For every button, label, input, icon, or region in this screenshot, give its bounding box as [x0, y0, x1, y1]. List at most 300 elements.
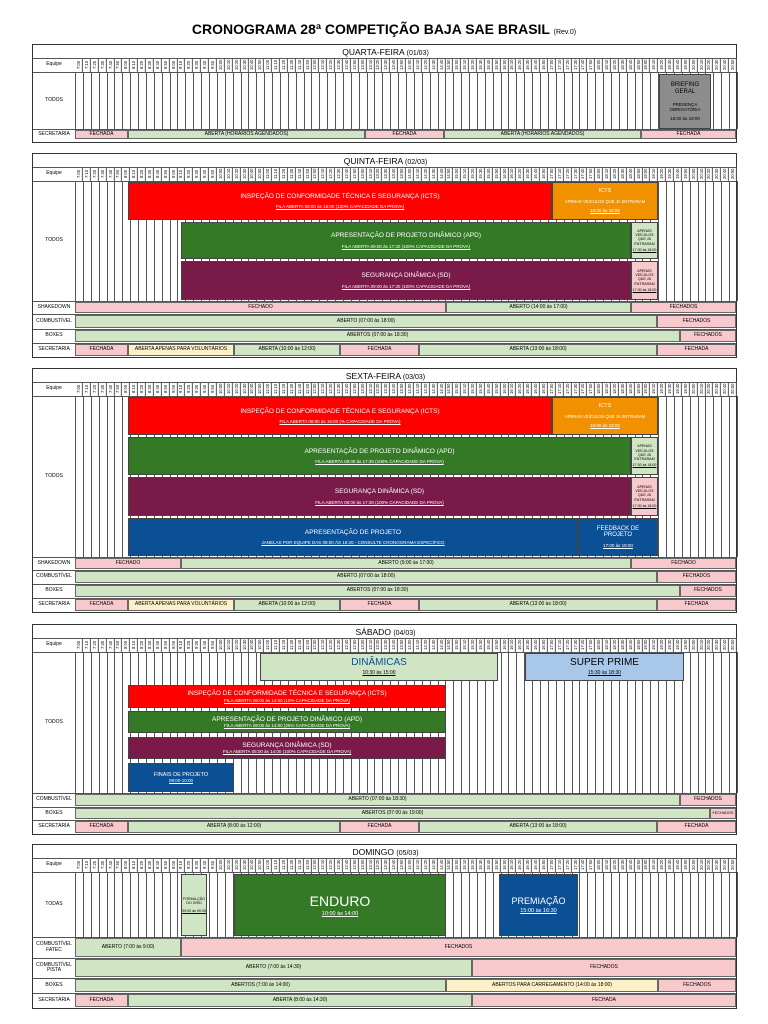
grid-line [217, 72, 218, 129]
secretaria-slot: FECHADA [340, 821, 419, 833]
time-slot-label: 17:40 [580, 859, 586, 871]
grid-line [162, 72, 163, 129]
time-slot-label: 19:40 [674, 639, 680, 651]
time-slot-label: 19:10 [651, 168, 657, 180]
grid-line [713, 652, 714, 793]
time-slot-label: 10:10 [225, 59, 231, 71]
grid-line [406, 72, 407, 129]
grid-line [201, 72, 202, 129]
secretaria-slot: FECHADA [365, 130, 444, 139]
grid-line [485, 72, 486, 129]
revision-label: (Rev.0) [553, 29, 577, 36]
grid-line [107, 652, 108, 793]
grid-line [729, 396, 730, 557]
time-slot-label: 16:20 [517, 59, 523, 71]
time-slot-label: 18:20 [611, 59, 617, 71]
time-slot-label: 18:00 [596, 383, 602, 395]
time-slot-label: 19:20 [659, 859, 665, 871]
boxes-slot: FECHADOS [658, 979, 736, 992]
grid-line [122, 872, 123, 937]
time-slot-label: 7:30 [99, 58, 107, 72]
time-slot-label: 10:00 [217, 639, 223, 651]
time-slot-label: 13:00 [359, 639, 365, 651]
grid-line [83, 872, 84, 937]
grid-line [430, 72, 431, 129]
grid-line [627, 72, 628, 129]
grid-line [91, 652, 92, 793]
grid-line [713, 72, 714, 129]
grid-line [698, 181, 699, 301]
time-slot-label: 11:40 [296, 383, 302, 395]
grid-line [737, 652, 738, 793]
grid-line [138, 72, 139, 129]
secretaria-slot: FECHADA [641, 130, 736, 139]
time-slot-label: 10:00 [217, 383, 223, 395]
grid-line [650, 72, 651, 129]
time-slot-label: 14:10 [414, 59, 420, 71]
time-slot-label: 10:40 [249, 168, 255, 180]
grid-line [99, 652, 100, 793]
time-slot-label: 8:30 [146, 858, 154, 872]
grid-line [713, 181, 714, 301]
grid-line [99, 72, 100, 129]
time-slot-label: 19:00 [643, 59, 649, 71]
time-slot-label: 7:50 [114, 638, 122, 652]
grid-line [469, 72, 470, 129]
row-label-boxes: BOXES [45, 332, 63, 339]
grid-line [721, 181, 722, 301]
time-slot-label: 7:40 [107, 858, 115, 872]
grid-line [587, 72, 588, 129]
time-slot-label: 20:00 [690, 168, 696, 180]
time-slot-label: 14:10 [414, 639, 420, 651]
time-slot-label: 11:20 [280, 859, 286, 871]
time-slot-label: 13:20 [375, 59, 381, 71]
time-slot-label: 7:30 [99, 638, 107, 652]
time-slot-label: 20:10 [698, 383, 704, 395]
grid-line [335, 72, 336, 129]
time-slot-label: 19:40 [674, 383, 680, 395]
time-slot-label: 18:10 [604, 59, 610, 71]
event-icts-late: ICTS APENAS VEÍCULOS QUE JÁ ENTRARAM 16:00 às 18:00 [552, 397, 658, 435]
grid-line [485, 872, 486, 937]
time-slot-label: 10:30 [241, 383, 247, 395]
time-slot-label: 13:30 [383, 383, 389, 395]
event-icts: INSPEÇÃO DE CONFORMIDADE TÉCNICA E SEGURANÇA (ICTS) FILA ABERTA 08:00 às 16:00 (100% CAPACIDADE DA PROVA) [128, 182, 552, 220]
time-slot-label: 19:20 [659, 383, 665, 395]
time-slot-label: 9:30 [193, 858, 201, 872]
time-slot-label: 17:40 [580, 383, 586, 395]
time-slot-label: 8:20 [138, 167, 146, 181]
secretaria-slot: FECHADA [340, 344, 419, 356]
time-slot-label: 13:50 [399, 859, 405, 871]
grid-line [516, 652, 517, 793]
time-slot-label: 17:10 [556, 639, 562, 651]
boxes-slot: ABERTOS (07:00 às 18:30) [75, 330, 680, 342]
time-slot-label: 19:00 [643, 859, 649, 871]
time-slot-label: 8:00 [122, 638, 130, 652]
time-slot-label: 13:20 [375, 639, 381, 651]
time-slot-label: 9:30 [193, 58, 201, 72]
grid-line [130, 72, 131, 129]
row-label-secretaria: SECRETARIA [38, 130, 70, 137]
time-slot-label: 11:30 [288, 168, 294, 180]
time-slot-label: 8:10 [130, 167, 138, 181]
grid-line [532, 72, 533, 129]
time-slot-label: 15:30 [477, 859, 483, 871]
time-slot-label: 15:20 [470, 859, 476, 871]
time-slot-label: 16:40 [533, 639, 539, 651]
grid-line [225, 872, 226, 937]
time-slot-label: 9:50 [209, 382, 217, 396]
event-apd-late: APENAS VEÍCULOS QUE JÁ ENTRARAM 17:30 às 18:00 [631, 437, 658, 475]
combustivel-fatec-slot: FECHADOS [181, 938, 736, 957]
time-slot-label: 8:30 [146, 58, 154, 72]
time-slot-label: 13:50 [399, 639, 405, 651]
time-slot-label: 7:00 [75, 858, 83, 872]
grid-line [75, 396, 76, 557]
time-slot-label: 20:10 [698, 168, 704, 180]
time-slot-label: 10:30 [241, 168, 247, 180]
time-slot-label: 12:10 [320, 639, 326, 651]
time-slot-label: 16:40 [533, 383, 539, 395]
time-slot-label: 19:20 [659, 168, 665, 180]
time-slot-label: 8:50 [162, 167, 170, 181]
grid-line [374, 72, 375, 129]
time-slot-label: 13:50 [399, 383, 405, 395]
time-slot-label: 15:50 [493, 59, 499, 71]
grid-line [83, 181, 84, 301]
time-slot-label: 8:40 [154, 167, 162, 181]
shakedown-slot: ABERTO (9:00 às 17:00) [181, 558, 631, 569]
grid-line [690, 872, 691, 937]
grid-line [674, 396, 675, 557]
time-slot-label: 17:50 [588, 859, 594, 871]
time-slot-label: 14:00 [407, 859, 412, 871]
time-slot-label: 8:40 [154, 638, 162, 652]
time-slot-label: 16:10 [509, 859, 515, 871]
grid-line [241, 72, 242, 129]
secretaria-slot: FECHADA [75, 994, 128, 1007]
time-slot-label: 12:20 [328, 59, 334, 71]
row-label-combustivel-pista: COMBUSTÍVEL PISTA [36, 961, 72, 973]
time-slot-label: 10:20 [233, 59, 239, 71]
time-slot-label: 14:10 [414, 383, 420, 395]
time-slot-label: 13:10 [367, 168, 373, 180]
time-slot-label: 16:30 [525, 383, 531, 395]
grid-line [453, 872, 454, 937]
time-slot-label: 9:00 [170, 382, 178, 396]
row-label-todos: TODOS [45, 96, 63, 103]
time-slot-label: 11:10 [273, 168, 279, 180]
time-slot-label: 7:20 [91, 638, 99, 652]
time-slot-label: 8:10 [130, 858, 138, 872]
time-slot-label: 8:40 [154, 58, 162, 72]
time-slot-label: 19:50 [682, 168, 688, 180]
time-slot-label: 19:50 [682, 859, 688, 871]
secretaria-slot: FECHADA [75, 130, 128, 139]
grid-line [209, 72, 210, 129]
time-slot-label: 16:10 [509, 59, 515, 71]
grid-line [642, 872, 643, 937]
day-title: SEXTA-FEIRA (03/03) [345, 371, 426, 381]
event-dinamicas: DINÂMICAS 10:30 às 15:00 [260, 653, 498, 681]
secretaria-slot: FECHADA [472, 994, 736, 1007]
grid-line [587, 872, 588, 937]
row-label-equipe: Equipe [46, 861, 62, 868]
time-slot-label: 20:20 [706, 383, 712, 395]
grid-line [705, 181, 706, 301]
time-slot-label: 7:10 [83, 167, 91, 181]
day-friday [32, 368, 737, 613]
time-slot-label: 18:40 [627, 59, 633, 71]
shakedown-slot: ABERTO (14:00 às 17:00) [446, 302, 631, 313]
row-label-secretaria: SECRETARIA [38, 601, 70, 608]
time-slot-label: 10:00 [217, 168, 223, 180]
grid-line [461, 872, 462, 937]
time-slot-label: 20:10 [698, 59, 704, 71]
grid-line [658, 872, 659, 937]
event-apd: APRESENTAÇÃO DE PROJETO DINÂMICO (APD) FILA ABERTA 09:00 às 17:30 (100% CAPACIDADE DA PROVA) [181, 222, 631, 259]
time-slot-label: 15:20 [470, 59, 476, 71]
event-premiacao: PREMIAÇÃO 15:00 às 16:30 [499, 874, 578, 936]
time-slot-label: 15:20 [470, 639, 476, 651]
event-sd: SEGURANÇA DINÂMICA (SD) FILA ABERTA 08:00 às 14:00 (100% CAPACIDADE DA PROVA) [128, 737, 446, 759]
time-slot-label: 17:30 [572, 383, 578, 395]
grid-line [721, 72, 722, 129]
time-slot-label: 15:10 [462, 639, 468, 651]
row-label-secretaria: SECRETARIA [38, 823, 70, 830]
time-slot-label: 17:10 [556, 59, 562, 71]
time-slot-label: 9:40 [201, 167, 209, 181]
time-slot-label: 18:40 [627, 859, 633, 871]
time-slot-label: 7:10 [83, 858, 91, 872]
grid-line [737, 396, 738, 557]
row-label-combustivel: COMBUSTÍVEL [36, 573, 72, 580]
time-slot-label: 17:50 [588, 639, 594, 651]
grid-line [114, 72, 115, 129]
grid-line [248, 72, 249, 129]
time-slot-label: 12:30 [336, 59, 342, 71]
time-slot-label: 14:20 [422, 859, 428, 871]
time-slot-label: 7:30 [99, 382, 107, 396]
time-slot-label: 15:00 [454, 59, 460, 71]
time-slot-label: 19:30 [667, 639, 673, 651]
page-title: CRONOGRAMA 28ª COMPETIÇÃO BAJA SAE BRASIL (Rev.0) [191, 21, 577, 37]
row-label-combustivel-fatec: COMBUSTÍVEL FATEC [36, 941, 72, 953]
time-slot-label: 11:10 [273, 383, 279, 395]
time-slot-label: 17:30 [572, 168, 578, 180]
time-slot-label: 20:20 [706, 59, 712, 71]
secretaria-slot: ABERTA (HORÁRIOS AGENDADOS) [444, 130, 641, 139]
time-slot-label: 12:50 [351, 168, 357, 180]
time-slot-label: 11:30 [288, 383, 294, 395]
time-slot-label: 7:20 [91, 58, 99, 72]
time-slot-label: 7:40 [107, 58, 115, 72]
time-slot-label: 8:20 [138, 58, 146, 72]
time-slot-label: 12:10 [320, 859, 326, 871]
event-formacao-grid: FORMA-ÇÃO DO GRID 09:00 às 09:30 [181, 874, 207, 936]
time-slot-label: 12:00 [312, 59, 318, 71]
time-slot-label: 11:30 [288, 859, 294, 871]
time-slot-label: 9:40 [201, 858, 209, 872]
row-label-todos: TODOS [45, 237, 63, 244]
time-slot-label: 12:40 [343, 168, 349, 180]
time-slot-label: 18:10 [604, 639, 610, 651]
grid-line [627, 872, 628, 937]
event-sd: SEGURANÇA DINÂMICA (SD) FILA ABERTA 09:00 às 17:30 (100% CAPACIDADE DA PROVA) [181, 261, 631, 300]
time-slot-label: 16:00 [501, 639, 507, 651]
time-slot-label: 10:20 [233, 383, 239, 395]
time-slot-label: 12:30 [336, 639, 342, 651]
grid-line [690, 396, 691, 557]
time-slot-label: 13:30 [383, 168, 389, 180]
grid-line [170, 872, 171, 937]
boxes-slot: FECHADOS [680, 585, 736, 597]
time-slot-label: 9:20 [185, 167, 193, 181]
row-label-todos: TODOS [45, 472, 63, 479]
time-slot-label: 16:30 [525, 639, 531, 651]
time-slot-label: 8:10 [130, 58, 138, 72]
time-slot-label: 7:50 [114, 167, 122, 181]
grid-line [83, 652, 84, 793]
time-slot-label: 14:50 [446, 639, 452, 651]
time-slot-label: 12:00 [312, 639, 318, 651]
time-slot-label: 18:20 [611, 383, 617, 395]
grid-line [729, 72, 730, 129]
time-slot-label: 12:40 [343, 383, 349, 395]
grid-line [572, 72, 573, 129]
time-slot-label: 9:20 [185, 638, 193, 652]
time-slot-label: 18:40 [627, 639, 633, 651]
grid-line [595, 72, 596, 129]
time-slot-label: 17:00 [548, 639, 554, 651]
time-slot-label: 10:30 [241, 59, 247, 71]
secretaria-slot: FECHADA [75, 821, 128, 833]
time-slot-label: 16:20 [517, 168, 523, 180]
row-label-shakedown: SHAKEDOWN [37, 559, 71, 566]
time-slot-label: 9:40 [201, 638, 209, 652]
secretaria-slot: FECHADA [657, 344, 736, 356]
time-slot-label: 15:50 [493, 639, 499, 651]
event-enduro: ENDURO 10:00 às 14:00 [234, 874, 446, 936]
time-slot-label: 18:00 [596, 859, 602, 871]
grid-line [264, 72, 265, 129]
boxes-slot: ABERTOS (7:00 às 14:00) [75, 979, 446, 992]
time-slot-label: 17:20 [564, 383, 570, 395]
time-slot-label: 8:00 [122, 167, 130, 181]
grid-line [99, 181, 100, 301]
grid-line [154, 72, 155, 129]
time-slot-label: 8:40 [154, 858, 162, 872]
time-slot-label: 15:40 [485, 859, 491, 871]
time-slot-label: 12:50 [351, 383, 357, 395]
time-slot-label: 14:50 [446, 59, 452, 71]
grid-line [390, 72, 391, 129]
time-header [75, 858, 737, 872]
time-slot-label: 20:50 [730, 383, 736, 395]
time-slot-label: 10:00 [217, 59, 223, 71]
time-slot-label: 14:20 [422, 59, 428, 71]
time-slot-label: 20:40 [722, 168, 728, 180]
grid-line [233, 72, 234, 129]
secretaria-slot: ABERTA (8:00 às 12:00) [128, 821, 340, 833]
time-slot-label: 15:20 [470, 168, 476, 180]
time-slot-label: 13:30 [383, 59, 389, 71]
time-slot-label: 10:40 [249, 639, 255, 651]
time-slot-label: 17:50 [588, 383, 594, 395]
time-slot-label: 8:20 [138, 382, 146, 396]
grid-line [114, 872, 115, 937]
boxes-slot: FECHADOS [680, 330, 736, 342]
time-slot-label: 11:00 [265, 59, 271, 71]
row-label-shakedown: SHAKEDOWN [37, 303, 71, 310]
time-slot-label: 20:30 [714, 639, 720, 651]
day-thursday [32, 153, 737, 358]
time-slot-label: 9:10 [177, 58, 185, 72]
grid-line [698, 872, 699, 937]
secretaria-slot: FECHADA [657, 821, 736, 833]
time-slot-label: 20:30 [714, 59, 720, 71]
time-slot-label: 7:50 [114, 58, 122, 72]
time-slot-label: 14:20 [422, 639, 428, 651]
time-slot-label: 9:20 [185, 58, 193, 72]
time-slot-label: 20:50 [730, 168, 736, 180]
grid-line [107, 872, 108, 937]
grid-line [682, 872, 683, 937]
time-slot-label: 8:50 [162, 638, 170, 652]
time-slot-label: 12:00 [312, 859, 318, 871]
grid-line [75, 872, 76, 937]
time-slot-label: 11:20 [280, 168, 286, 180]
grid-line [296, 72, 297, 129]
time-slot-label: 17:40 [580, 639, 586, 651]
shakedown-slot: FECHADOS [631, 302, 736, 313]
grid-line [256, 72, 257, 129]
secretaria-slot: ABERTA (10:00 às 12:00) [234, 599, 340, 611]
time-slot-label: 19:10 [651, 639, 657, 651]
time-slot-label: 10:50 [257, 639, 263, 651]
time-slot-label: 17:00 [548, 383, 554, 395]
time-slot-label: 11:50 [304, 383, 310, 395]
combustivel-slot: FECHADOS [657, 315, 736, 328]
grid-line [122, 181, 123, 301]
time-slot-label: 14:40 [438, 168, 444, 180]
time-slot-label: 11:40 [296, 168, 302, 180]
time-slot-label: 16:20 [517, 859, 523, 871]
grid-line [99, 872, 100, 937]
time-slot-label: 14:30 [430, 859, 436, 871]
time-slot-label: 9:20 [185, 382, 193, 396]
time-slot-label: 10:50 [257, 168, 263, 180]
row-label-combustivel: COMBUSTÍVEL [36, 317, 72, 324]
grid-line [75, 652, 76, 793]
grid-line [75, 72, 76, 129]
time-slot-label: 19:00 [643, 383, 649, 395]
time-slot-label: 11:00 [265, 859, 271, 871]
time-slot-label: 10:40 [249, 859, 255, 871]
time-slot-label: 13:50 [399, 168, 405, 180]
time-slot-label: 12:20 [328, 859, 334, 871]
grid-line [367, 72, 368, 129]
combustivel-slot: ABERTO (07:00 às 18:30) [75, 794, 680, 806]
grid-line [469, 872, 470, 937]
time-slot-label: 10:50 [257, 859, 263, 871]
time-slot-label: 14:00 [407, 639, 412, 651]
time-slot-label: 7:00 [75, 58, 83, 72]
time-slot-label: 12:10 [320, 59, 326, 71]
time-slot-label: 7:30 [99, 858, 107, 872]
